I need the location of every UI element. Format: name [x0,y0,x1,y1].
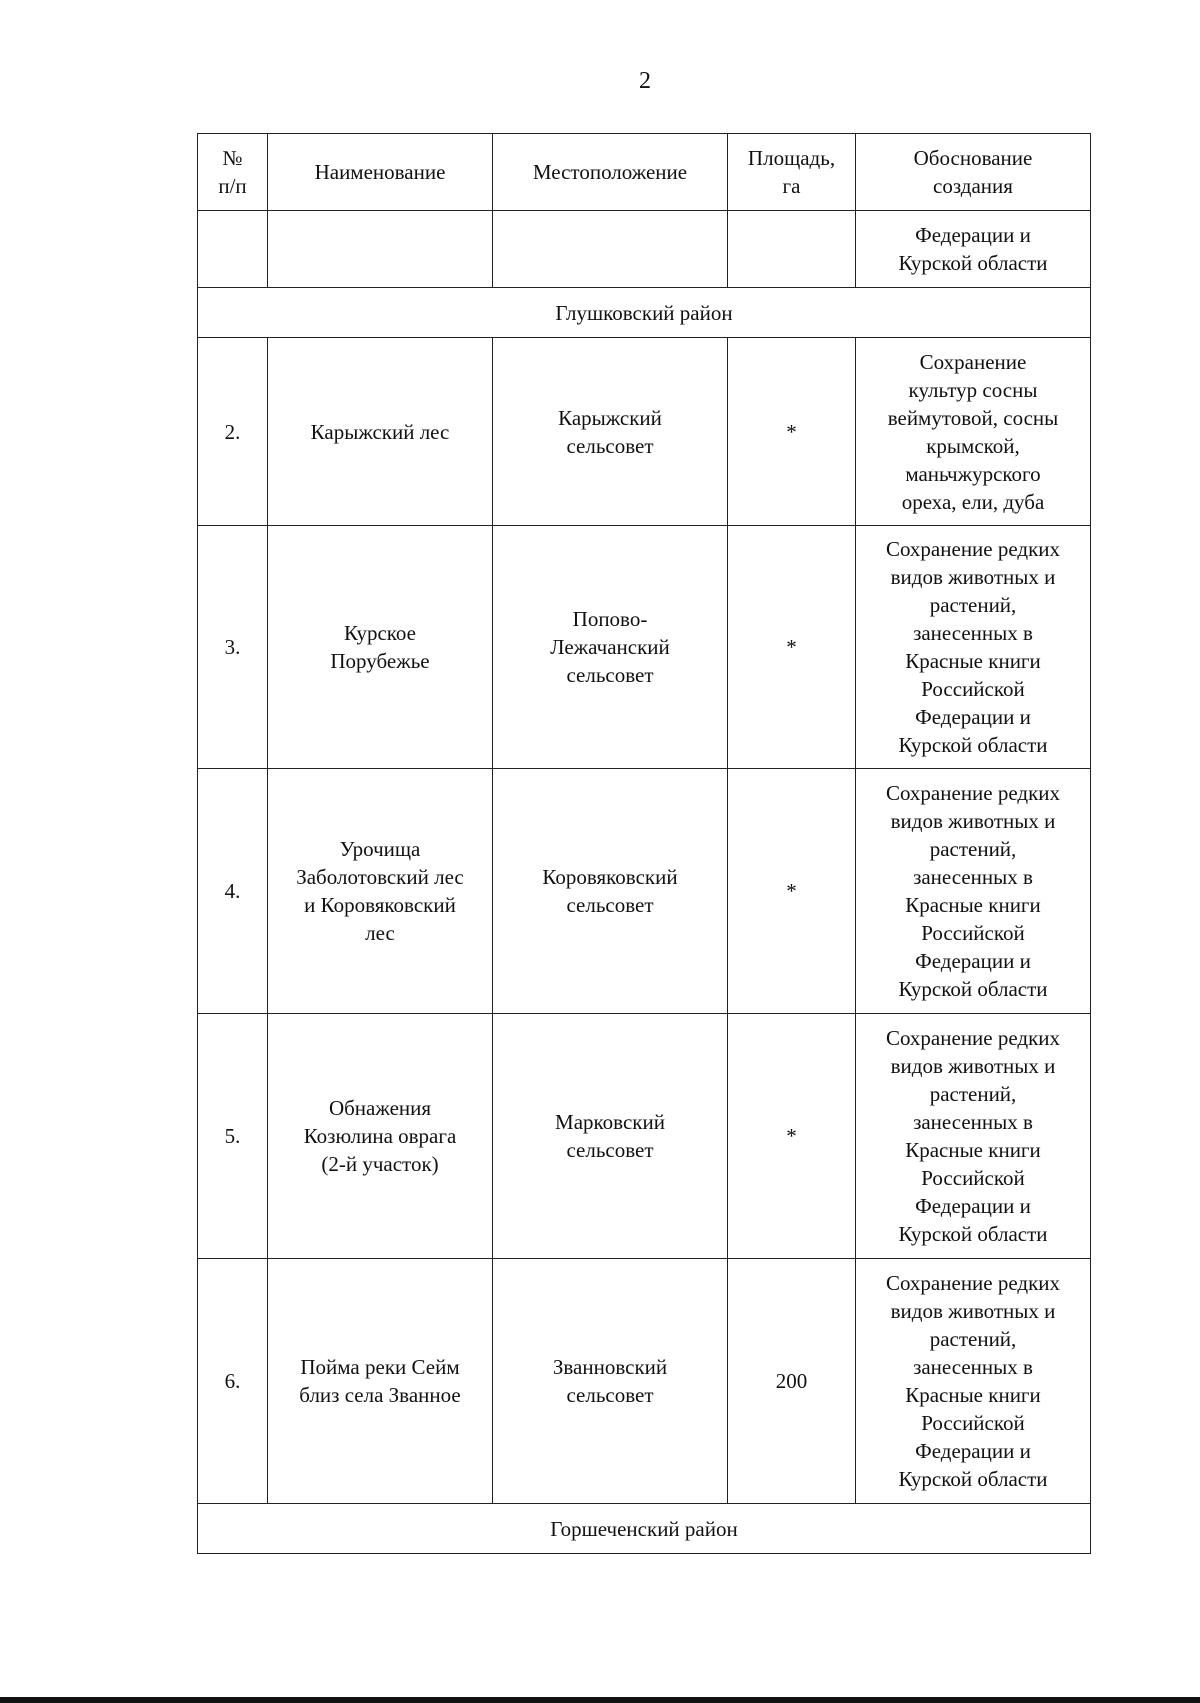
header-number-line-1: № [222,146,243,170]
continuation-location-cell [493,211,728,288]
row-location-line: Карыжский [558,405,662,430]
row-basis [856,338,1091,526]
row-basis-line: Федерации и [915,1194,1031,1218]
row-name-line: Заболотовский лес [296,865,464,889]
table-header-row [198,134,1091,211]
table-row [198,1259,1091,1504]
row-location-line: сельсовет [566,663,654,687]
row-basis-line: занесенных в [913,865,1033,889]
row-number-line: 6. [224,1369,241,1393]
continuation-name-cell [268,211,493,288]
row-basis [856,526,1091,769]
row-basis-line: Сохранение редких [885,1026,1061,1050]
row-basis [856,1014,1091,1259]
row-name-line: (2-й участок) [321,1152,439,1176]
row-basis-line: Российской [921,921,1025,945]
row-area [728,526,856,769]
row-number-line: 2. [224,419,241,444]
row-name-line: Обнажения [328,1096,432,1120]
row-name [268,526,493,769]
row-basis-line: Красные книги [905,649,1041,673]
row-basis-line: Сохранение редких [885,781,1061,805]
continuation-basis-cell [856,211,1091,288]
row-basis-line: Курской области [898,1467,1048,1491]
header-basis [856,134,1091,211]
row-location [493,1014,728,1259]
row-basis-line: Российской [921,677,1025,701]
row-name-line: Козюлина оврага [303,1124,457,1148]
row-basis-line: Сохранение [919,349,1027,374]
row-location-line: сельсовет [566,1138,654,1162]
row-basis-line: Курской области [898,1222,1048,1246]
row-basis-line: Красные книги [905,1383,1041,1407]
header-number-line-2: п/п [218,174,247,198]
table-row [198,769,1091,1014]
row-basis-line: Российской [921,1166,1025,1190]
row-location-line: Коровяковский [542,865,678,889]
row-number [198,338,268,526]
row-basis-line: Федерации и [915,949,1031,973]
continuation-basis-line-2: Курской области [898,251,1048,275]
row-basis [856,769,1091,1014]
continuation-basis-line-1: Федерации и [915,223,1031,247]
row-name-line: близ села Званное [299,1383,461,1407]
row-location-line: сельсовет [566,433,654,458]
row-location-line: Попово- [572,607,648,631]
row-name [268,769,493,1014]
row-number-line: 4. [224,879,241,903]
row-basis-line: Федерации и [915,1439,1031,1463]
header-location: Местоположение [493,134,728,211]
row-basis-line: маньчжурского [905,461,1041,486]
district-heading: Глушковский район [198,288,1091,338]
row-number-line: 3. [224,635,241,659]
row-name-line: лес [365,921,395,945]
row-name-line: Курское [344,621,416,645]
row-basis-line: крымской, [926,433,1020,458]
row-number-line: 5. [224,1124,241,1148]
row-basis-line: Федерации и [915,705,1031,729]
header-basis-line-1: Обоснование [913,146,1033,170]
row-area [728,1014,856,1259]
row-location [493,1259,728,1504]
district-row-glushkovsky [198,288,1091,338]
row-basis-line: веймутовой, сосны [887,405,1059,430]
header-area-line-2: га [782,174,801,198]
row-basis-line: занесенных в [913,621,1033,645]
row-name-line: Порубежье [330,649,430,673]
row-area [728,338,856,526]
row-basis-line: Курской области [898,977,1048,1001]
row-name-line: Карыжский лес [310,419,450,444]
row-number [198,1259,268,1504]
header-number [198,134,268,211]
row-basis-line: растений, [929,1327,1017,1351]
header-name: Наименование [268,134,493,211]
row-basis-line: Сохранение редких [885,537,1061,561]
row-location-line: сельсовет [566,1383,654,1407]
row-basis-line: растений, [929,1082,1017,1106]
row-area-line: * [786,879,797,903]
row-area-line: * [786,419,797,444]
row-location [493,338,728,526]
row-basis-line: ореха, ели, дуба [901,489,1045,514]
row-number [198,526,268,769]
row-basis-line: растений, [929,593,1017,617]
row-location [493,526,728,769]
row-area-line: * [786,1124,797,1148]
row-basis [856,1259,1091,1504]
row-basis-line: Красные книги [905,1138,1041,1162]
row-basis-line: Сохранение редких [885,1271,1061,1295]
table-row [198,526,1091,769]
protected-areas-table [197,133,1091,1554]
row-name-line: и Коровяковский [304,893,456,917]
district-heading: Горшеченский район [198,1504,1091,1554]
table-row [198,338,1091,526]
table-row [198,1014,1091,1259]
row-basis-line: Курской области [898,733,1048,757]
row-name [268,1259,493,1504]
row-basis-line: занесенных в [913,1355,1033,1379]
row-area [728,769,856,1014]
row-location-line: Марковский [555,1110,665,1134]
row-basis-line: культур сосны [908,377,1038,402]
row-basis-line: видов животных и [890,1299,1056,1323]
row-area [728,1259,856,1504]
district-row-gorshechensky [198,1504,1091,1554]
row-location-line: сельсовет [566,893,654,917]
row-number [198,769,268,1014]
row-basis-line: Красные книги [905,893,1041,917]
row-basis-line: растений, [929,837,1017,861]
row-location-line: Лежачанский [550,635,670,659]
row-location-line: Званновский [552,1355,668,1379]
row-name-line: Пойма реки Сейм [300,1355,460,1379]
row-name [268,338,493,526]
page-number: 2 [639,68,651,94]
continuation-number-cell [198,211,268,288]
continuation-area-cell [728,211,856,288]
row-basis-line: видов животных и [890,809,1056,833]
row-basis-line: видов животных и [890,565,1056,589]
continuation-row [198,211,1091,288]
row-area-line: * [786,635,797,659]
row-area-line: 200 [775,1369,808,1393]
scan-bottom-edge [0,1697,1200,1703]
header-area [728,134,856,211]
row-basis-line: занесенных в [913,1110,1033,1134]
row-location [493,769,728,1014]
header-area-line-1: Площадь, [747,146,836,170]
row-basis-line: Российской [921,1411,1025,1435]
header-basis-line-2: создания [933,174,1013,198]
row-name-line: Урочища [339,837,421,861]
row-basis-line: видов животных и [890,1054,1056,1078]
row-number [198,1014,268,1259]
row-name [268,1014,493,1259]
